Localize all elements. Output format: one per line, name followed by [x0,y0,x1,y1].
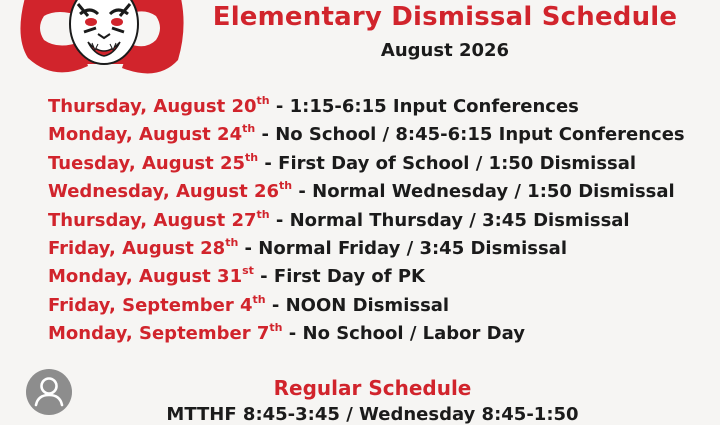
schedule-row: Tuesday, August 25th - First Day of School / 1:50 Dismissal [48,150,637,174]
schedule-row: Thursday, August 27th - Normal Thursday / 3:45 Dismissal [48,207,630,231]
regular-schedule-times: MTTHF 8:45-3:45 / Wednesday 8:45-1:50 [166,404,579,425]
schedule-event: 1:15-6:15 Input Conferences [289,96,579,117]
schedule-row: Monday, September 7th - No School / Labor Day [48,321,525,345]
schedule-event: No School / 8:45-6:15 Input Conferences [275,124,685,146]
schedule-date: Monday, August 24th [48,122,256,146]
schedule-date: Friday, September 4th [48,292,266,316]
regular-schedule-heading: Regular Schedule [273,376,472,400]
schedule-event: Normal Wednesday / 1:50 Dismissal [312,181,675,203]
schedule-event: Normal Thursday / 3:45 Dismissal [289,209,630,231]
schedule-event: NOON Dismissal [285,294,450,316]
schedule-date: Monday, September 7th [48,321,283,345]
schedule-event: Normal Friday / 3:45 Dismissal [258,237,567,259]
dismissal-schedule-list [48,93,685,349]
schedule-row: Monday, August 24th - No School / 8:45-6:15 Input Conferences [48,122,685,146]
page-title: Elementary Dismissal Schedule [212,2,678,32]
tiger-mascot-logo [18,0,188,86]
schedule-date: Thursday, August 27th [48,207,270,231]
page-subtitle: August 2026 [380,40,510,61]
schedule-date: Friday, August 28th [48,235,239,259]
schedule-date: Tuesday, August 25th [48,150,259,174]
schedule-row: Monday, August 31st - First Day of PK [48,264,425,288]
schedule-row: Thursday, August 20th - 1:15-6:15 Input Conferences [48,94,579,117]
schedule-row: Wednesday, August 26th - Normal Wednesday / 1:50 Dismissal [48,179,675,203]
schedule-event: No School / Labor Day [302,323,525,345]
schedule-event: First Day of School / 1:50 Dismissal [278,152,637,174]
schedule-date: Thursday, August 20th [48,94,270,117]
schedule-event: First Day of PK [273,266,425,288]
schedule-row: Friday, August 28th - Normal Friday / 3:45 Dismissal [48,235,567,259]
schedule-row: Friday, September 4th - NOON Dismissal [48,292,450,316]
user-avatar-icon[interactable] [26,369,72,415]
schedule-date: Wednesday, August 26th [48,179,293,203]
schedule-date: Monday, August 31st [48,264,254,288]
